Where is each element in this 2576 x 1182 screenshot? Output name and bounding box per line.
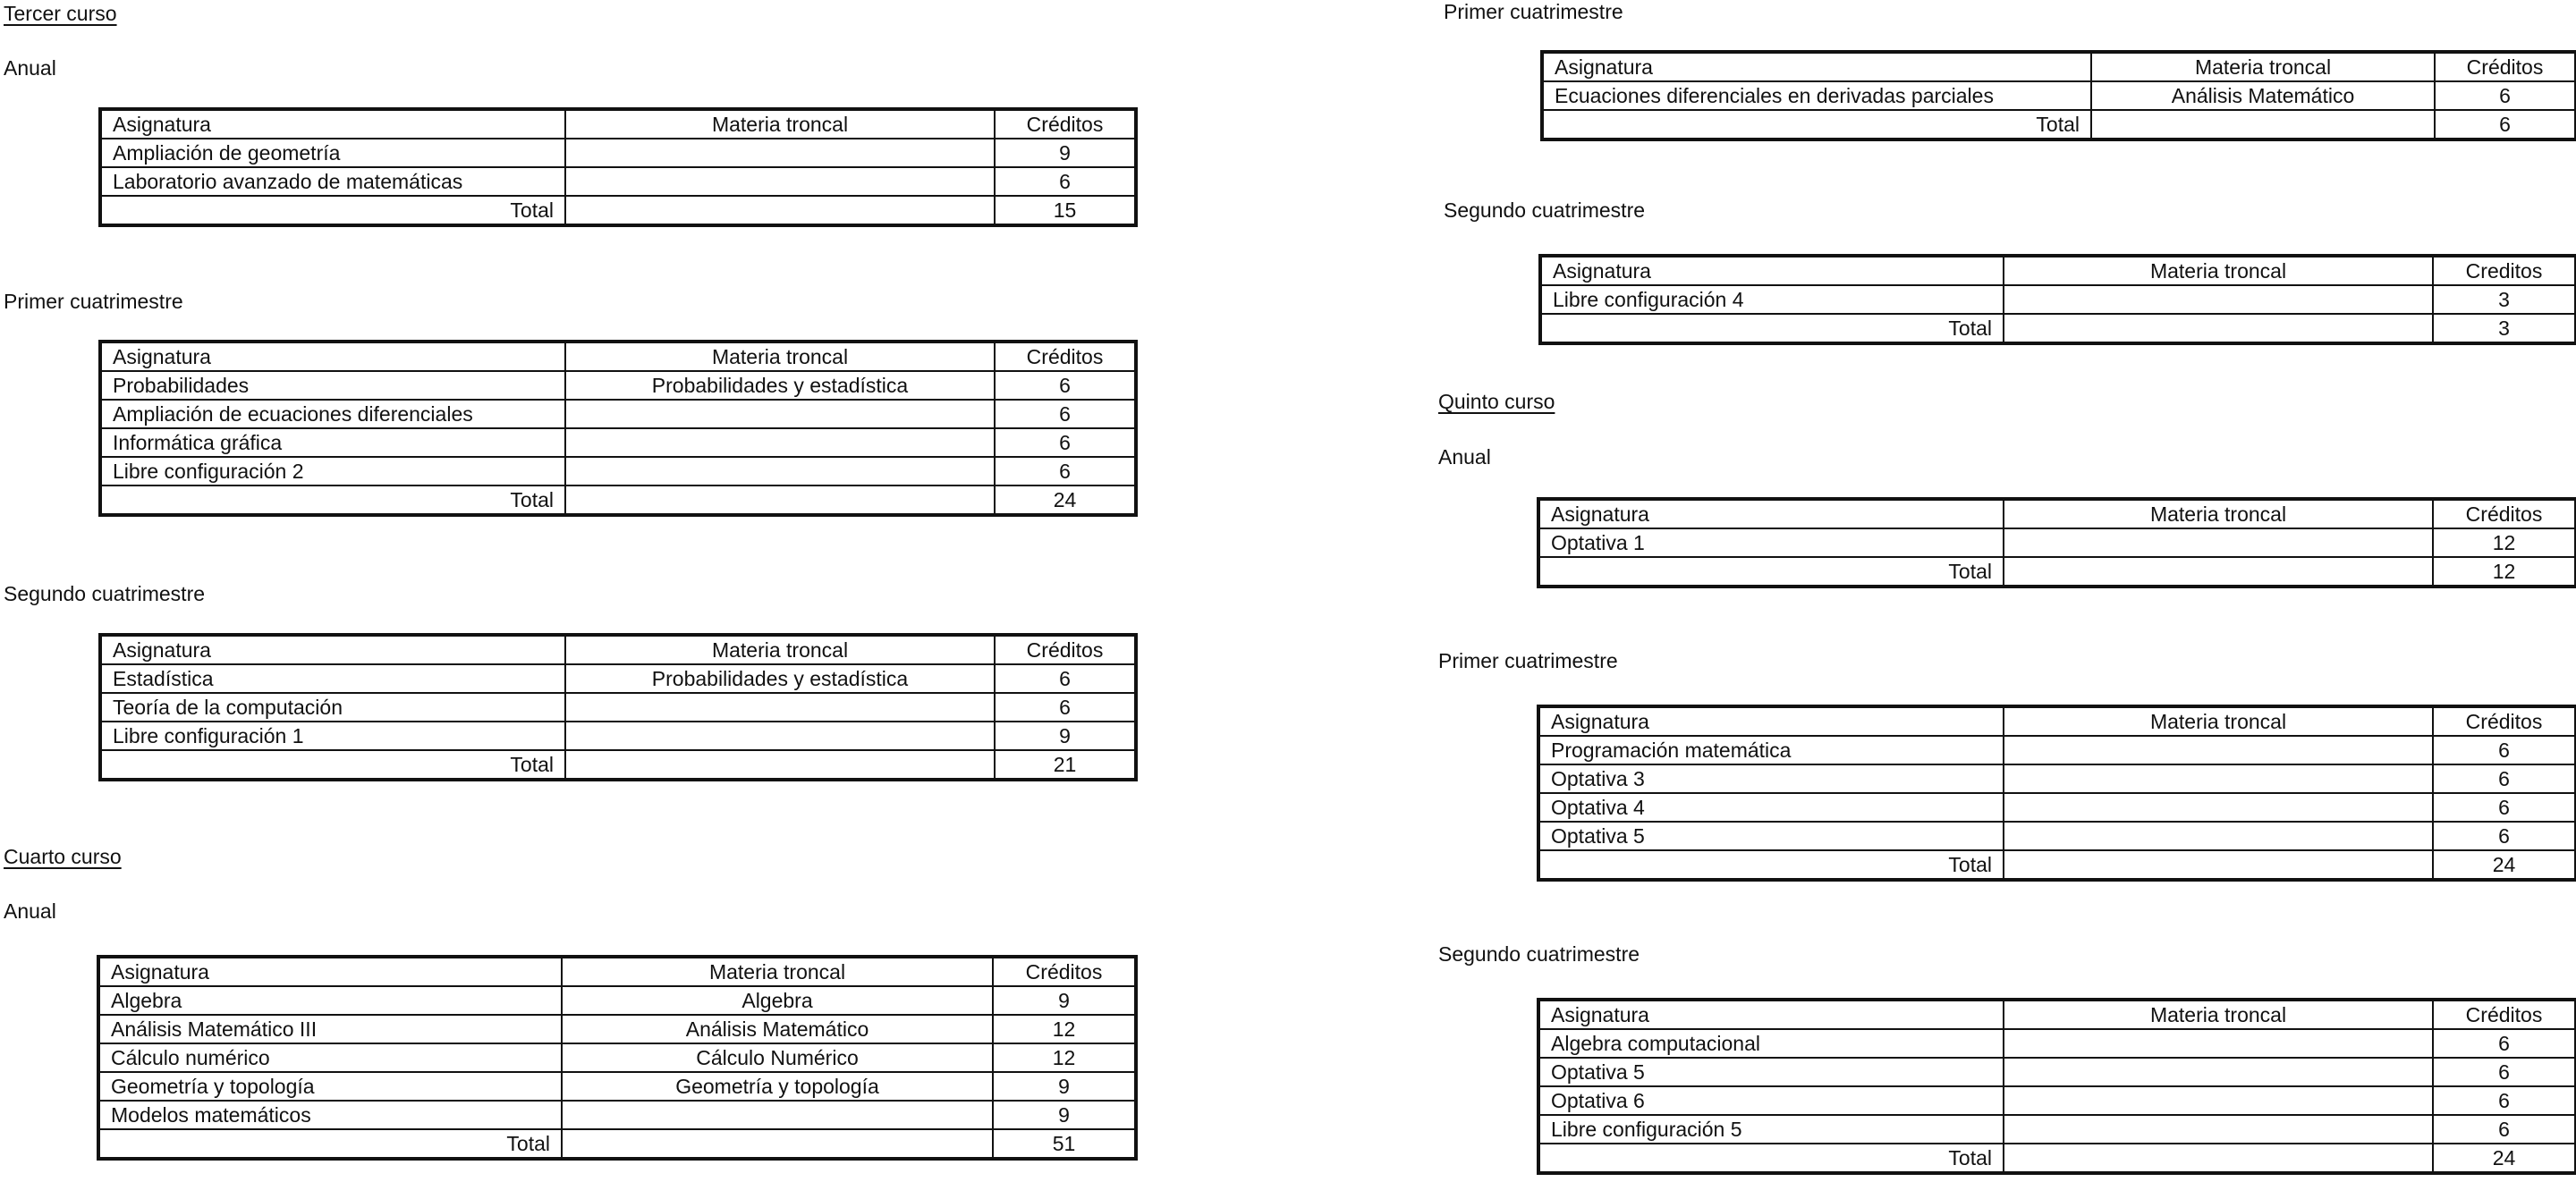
total-label: Total [100,196,565,225]
table-row [100,722,1136,750]
total-value: 24 [995,485,1136,515]
creditos-cell: 9 [993,986,1136,1015]
term-label: Segundo cuatrimestre [1444,198,1646,222]
total-row [1538,557,2576,587]
course-heading: Cuarto curso [4,845,122,868]
table-row [100,167,1136,196]
asignatura-cell: Algebra [98,986,562,1015]
credits-table [97,955,1138,1161]
creditos-cell: 6 [2433,1029,2576,1058]
credits-table [98,340,1138,517]
materia-troncal-cell [565,693,995,722]
term-label: Anual [4,56,56,80]
creditos-cell: 6 [2433,764,2576,793]
materia-troncal-cell: Cálculo Numérico [562,1043,993,1072]
table-row [98,986,1136,1015]
table-row [1538,793,2576,822]
total-label: Total [100,485,565,515]
total-value: 15 [995,196,1136,225]
materia-troncal-cell [565,428,995,457]
asignatura-cell: Programación matemática [1538,736,2004,764]
total-row [1538,1144,2576,1173]
materia-troncal-cell: Probabilidades y estadística [565,371,995,400]
total-value: 6 [2435,110,2576,139]
materia-troncal-cell [2004,736,2433,764]
course-heading: Tercer curso [4,2,117,25]
total-label: Total [1538,850,2004,880]
total-empty-cell [2004,1144,2433,1173]
creditos-cell: 6 [2435,81,2576,110]
total-empty-cell [2004,850,2433,880]
header-materia-troncal: Materia troncal [565,342,995,371]
creditos-cell: 6 [995,371,1136,400]
materia-troncal-cell [565,400,995,428]
table-row [1538,1058,2576,1086]
header-asignatura: Asignatura [100,342,565,371]
header-creditos: Créditos [2435,52,2576,81]
materia-troncal-cell [565,457,995,485]
asignatura-cell: Optativa 6 [1538,1086,2004,1115]
table-row [1538,736,2576,764]
header-asignatura: Asignatura [1538,499,2004,528]
asignatura-cell: Ampliación de geometría [100,139,565,167]
materia-troncal-cell: Algebra [562,986,993,1015]
asignatura-cell: Análisis Matemático III [98,1015,562,1043]
table-header-row [1538,706,2576,736]
materia-troncal-cell: Análisis Matemático [2091,81,2435,110]
credits-table [1538,254,2576,345]
credits-table [98,633,1138,781]
header-creditos: Créditos [995,342,1136,371]
total-label: Total [1540,314,2004,343]
creditos-cell: 6 [2433,1086,2576,1115]
materia-troncal-cell [2004,285,2433,314]
creditos-cell: 6 [2433,1115,2576,1144]
table-row [100,457,1136,485]
creditos-cell: 12 [993,1015,1136,1043]
asignatura-cell: Cálculo numérico [98,1043,562,1072]
table-row [98,1072,1136,1101]
header-materia-troncal: Materia troncal [565,109,995,139]
total-value: 24 [2433,850,2576,880]
creditos-cell: 6 [2433,1058,2576,1086]
total-value: 24 [2433,1144,2576,1173]
header-creditos: Créditos [995,635,1136,664]
header-materia-troncal: Materia troncal [565,635,995,664]
creditos-cell: 6 [995,457,1136,485]
asignatura-cell: Optativa 1 [1538,528,2004,557]
materia-troncal-cell [2004,764,2433,793]
materia-troncal-cell [562,1101,993,1129]
table-row [1538,764,2576,793]
term-label: Segundo cuatrimestre [4,582,206,605]
table-row [100,428,1136,457]
header-materia-troncal: Materia troncal [2004,1000,2433,1029]
table-row [98,1015,1136,1043]
total-empty-cell [562,1129,993,1159]
table-row [100,371,1136,400]
creditos-cell: 6 [2433,736,2576,764]
total-empty-cell [565,750,995,780]
total-row [1542,110,2576,139]
materia-troncal-cell [2004,1086,2433,1115]
header-asignatura: Asignatura [98,957,562,986]
table-header-row [1540,256,2576,285]
header-asignatura: Asignatura [1540,256,2004,285]
table-header-row [100,635,1136,664]
total-value: 3 [2433,314,2576,343]
creditos-cell: 6 [995,400,1136,428]
header-materia-troncal: Materia troncal [2004,706,2433,736]
header-asignatura: Asignatura [1542,52,2091,81]
header-creditos: Créditos [2433,499,2576,528]
asignatura-cell: Libre configuración 5 [1538,1115,2004,1144]
credits-table [1540,50,2576,141]
term-label: Primer cuatrimestre [1438,649,1618,672]
asignatura-cell: Ecuaciones diferenciales en derivadas parciales [1542,81,2091,110]
materia-troncal-cell [565,167,995,196]
table-row [100,400,1136,428]
creditos-cell: 6 [995,693,1136,722]
table-header-row [100,342,1136,371]
table-row [1542,81,2576,110]
table-row [1538,1029,2576,1058]
table-row [1538,822,2576,850]
asignatura-cell: Geometría y topología [98,1072,562,1101]
creditos-cell: 6 [995,428,1136,457]
header-creditos: Créditos [995,109,1136,139]
header-asignatura: Asignatura [100,635,565,664]
asignatura-cell: Informática gráfica [100,428,565,457]
asignatura-cell: Laboratorio avanzado de matemáticas [100,167,565,196]
creditos-cell: 3 [2433,285,2576,314]
asignatura-cell: Optativa 4 [1538,793,2004,822]
asignatura-cell: Libre configuración 4 [1540,285,2004,314]
table-row [100,693,1136,722]
table-row [1538,528,2576,557]
total-empty-cell [2004,314,2433,343]
total-row [100,485,1136,515]
asignatura-cell: Optativa 5 [1538,822,2004,850]
header-materia-troncal: Materia troncal [562,957,993,986]
total-label: Total [100,750,565,780]
total-empty-cell [565,485,995,515]
table-header-row [98,957,1136,986]
total-row [100,196,1136,225]
materia-troncal-cell [565,722,995,750]
total-empty-cell [2004,557,2433,587]
term-label: Anual [1438,445,1491,469]
asignatura-cell: Libre configuración 2 [100,457,565,485]
credits-table [1537,497,2576,588]
total-label: Total [1538,1144,2004,1173]
header-creditos: Creditos [2433,256,2576,285]
materia-troncal-cell: Geometría y topología [562,1072,993,1101]
header-materia-troncal: Materia troncal [2004,499,2433,528]
table-header-row [1538,499,2576,528]
term-label: Primer cuatrimestre [1444,0,1623,23]
table-row [100,139,1136,167]
asignatura-cell: Modelos matemáticos [98,1101,562,1129]
creditos-cell: 9 [995,139,1136,167]
table-header-row [100,109,1136,139]
asignatura-cell: Libre configuración 1 [100,722,565,750]
total-row [1538,850,2576,880]
table-header-row [1542,52,2576,81]
credits-table [1537,998,2576,1175]
header-creditos: Créditos [993,957,1136,986]
total-value: 51 [993,1129,1136,1159]
table-row [1538,1115,2576,1144]
header-asignatura: Asignatura [1538,706,2004,736]
credits-table [98,107,1138,227]
creditos-cell: 6 [2433,793,2576,822]
total-empty-cell [2091,110,2435,139]
asignatura-cell: Teoría de la computación [100,693,565,722]
asignatura-cell: Algebra computacional [1538,1029,2004,1058]
total-label: Total [1538,557,2004,587]
materia-troncal-cell [2004,1058,2433,1086]
table-row [98,1043,1136,1072]
asignatura-cell: Optativa 5 [1538,1058,2004,1086]
materia-troncal-cell [2004,793,2433,822]
creditos-cell: 9 [993,1072,1136,1101]
total-value: 12 [2433,557,2576,587]
total-row [100,750,1136,780]
creditos-cell: 9 [993,1101,1136,1129]
materia-troncal-cell [2004,822,2433,850]
header-asignatura: Asignatura [1538,1000,2004,1029]
term-label: Anual [4,899,56,923]
credits-table [1537,705,2576,882]
course-heading: Quinto curso [1438,390,1555,413]
term-label: Primer cuatrimestre [4,290,183,313]
header-materia-troncal: Materia troncal [2004,256,2433,285]
asignatura-cell: Ampliación de ecuaciones diferenciales [100,400,565,428]
creditos-cell: 6 [2433,822,2576,850]
creditos-cell: 6 [995,664,1136,693]
table-row [1538,1086,2576,1115]
materia-troncal-cell [2004,528,2433,557]
asignatura-cell: Optativa 3 [1538,764,2004,793]
total-label: Total [1542,110,2091,139]
total-label: Total [98,1129,562,1159]
total-value: 21 [995,750,1136,780]
header-asignatura: Asignatura [100,109,565,139]
term-label: Segundo cuatrimestre [1438,942,1640,966]
header-creditos: Créditos [2433,1000,2576,1029]
materia-troncal-cell [565,139,995,167]
table-row [1540,285,2576,314]
total-row [98,1129,1136,1159]
asignatura-cell: Estadística [100,664,565,693]
creditos-cell: 6 [995,167,1136,196]
table-row [98,1101,1136,1129]
materia-troncal-cell [2004,1029,2433,1058]
creditos-cell: 12 [993,1043,1136,1072]
materia-troncal-cell: Análisis Matemático [562,1015,993,1043]
materia-troncal-cell: Probabilidades y estadística [565,664,995,693]
total-row [1540,314,2576,343]
creditos-cell: 9 [995,722,1136,750]
asignatura-cell: Probabilidades [100,371,565,400]
table-row [100,664,1136,693]
table-header-row [1538,1000,2576,1029]
total-empty-cell [565,196,995,225]
header-materia-troncal: Materia troncal [2091,52,2435,81]
materia-troncal-cell [2004,1115,2433,1144]
header-creditos: Créditos [2433,706,2576,736]
creditos-cell: 12 [2433,528,2576,557]
